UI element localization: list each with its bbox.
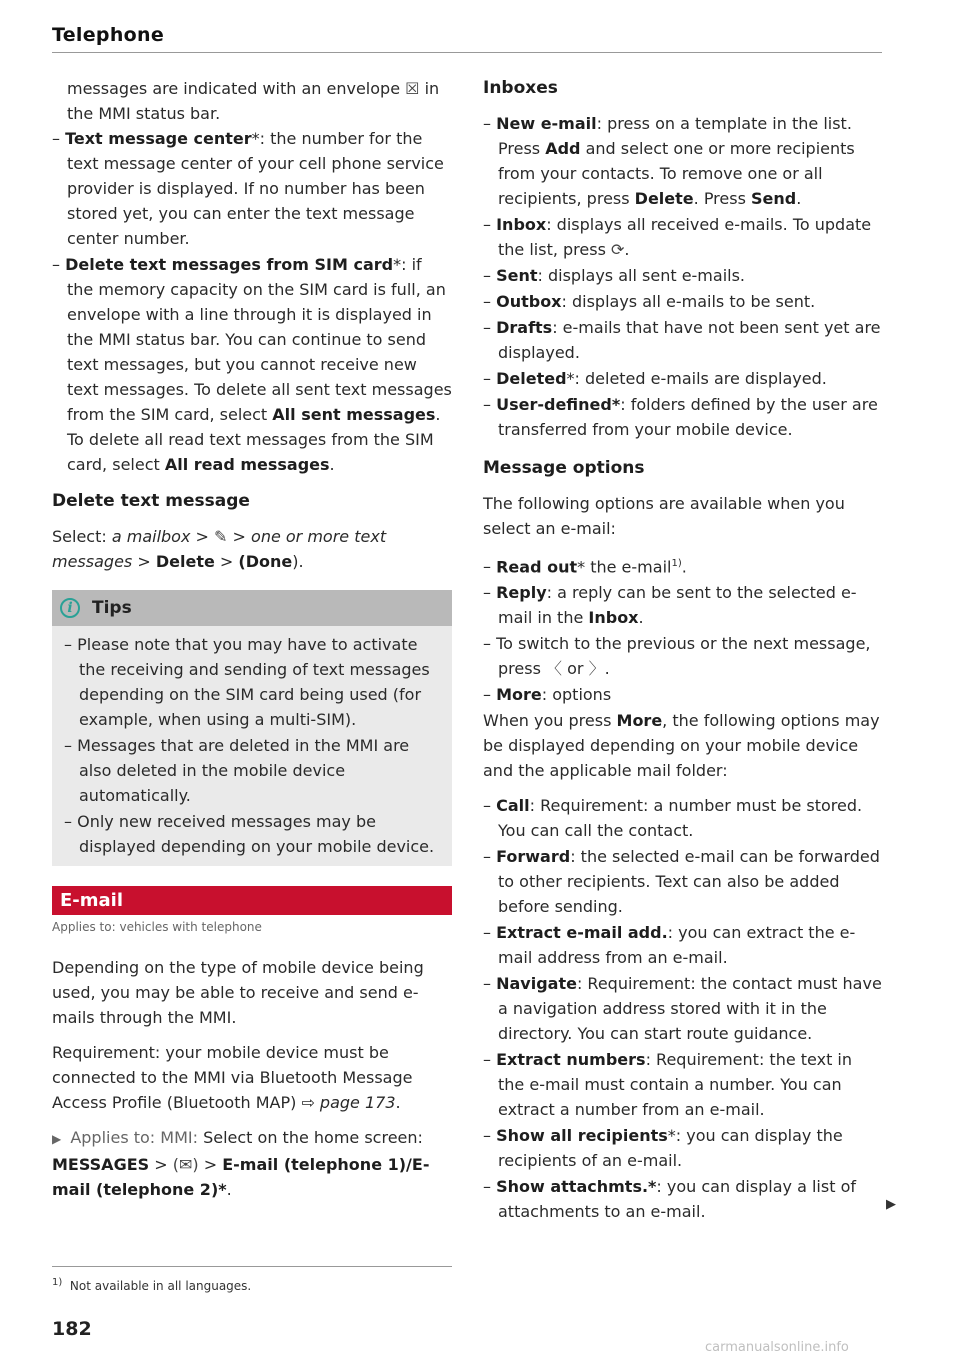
list-item-read-out: – Read out* the e-mail$^{1)}$. bbox=[483, 551, 883, 579]
info-icon: i bbox=[60, 598, 80, 618]
list-item-forward: – Forward: the selected e-mail can be forwarded to other recipients. Text can also be added before sending. bbox=[483, 844, 883, 919]
list-item-more: – More: options bbox=[483, 682, 883, 707]
list-item-new-email: – New e-mail: press on a template in the list. Press Add and select one or more recipients from your contacts. To remove one or all recipients, press Delete. Press Send. bbox=[483, 111, 883, 211]
inboxes-heading: Inboxes bbox=[483, 78, 558, 98]
email-paragraph-2: Requirement: your mobile device must be connected to the MMI via Bluetooth Message Access Profile (Bluetooth MAP) ⇨ page 173. bbox=[52, 1043, 413, 1112]
tip-item: – Messages that are deleted in the MMI are also deleted in the mobile device automatically. bbox=[64, 733, 440, 808]
list-item-delete-sim: – Delete text messages from SIM card*: if the memory capacity on the SIM card is full, an envelope with a line through it is displayed in the MMI status bar. You can continue to send text messages, but you cannot receive new text messages. To delete all sent text messages from the SIM card, select All sent messages. To delete all read text messages from the SIM card, select All read messages. bbox=[52, 252, 452, 477]
list-item-call: – Call: Requirement: a number must be stored. You can call the contact. bbox=[483, 793, 883, 843]
chevron-left-icon: 〈 bbox=[546, 659, 563, 679]
tip-item: – Please note that you may have to activate the receiving and sending of text messages depending on the SIM card being used (for example, when using a multi-SIM). bbox=[64, 632, 440, 732]
list-item-show-attachments: – Show attachmts.*: you can display a list of attachments to an e-mail. bbox=[483, 1174, 883, 1224]
footnote: $^{1)}$ Not available in all languages. bbox=[52, 1277, 252, 1293]
list-item-reply: – Reply: a reply can be sent to the selected e-mail in the Inbox. bbox=[483, 580, 883, 630]
step-marker-icon: ▶ bbox=[52, 1132, 62, 1146]
tip-item: – Only new received messages may be displayed depending on your mobile device. bbox=[64, 809, 440, 859]
tips-body bbox=[52, 626, 452, 859]
header-rule bbox=[52, 52, 882, 53]
list-item-text-message-center: – Text message center*: the number for the text message center of your cell phone service provider is displayed. If no number has been stored yet, you can enter the text message center number. bbox=[52, 126, 452, 251]
list-item-navigate: – Navigate: Requirement: the contact must have a navigation address stored with it in the directory. You can start route guidance. bbox=[483, 971, 883, 1046]
messages-icon: (✉) bbox=[172, 1155, 199, 1174]
continue-arrow-icon: ▶ bbox=[886, 1197, 896, 1212]
message-options-heading: Message options bbox=[483, 458, 645, 478]
instruction-step: ▶ Applies to: MMI: Select on the home screen: MESSAGES > (✉) > E-mail (telephone 1)/E-mail (telephone 2)*. bbox=[52, 1128, 430, 1199]
list-item-outbox: – Outbox: displays all e-mails to be sent. bbox=[483, 289, 883, 314]
footnote-rule bbox=[52, 1266, 452, 1267]
chevron-right-icon: 〉 bbox=[588, 659, 605, 679]
page-number: 182 bbox=[52, 1318, 92, 1340]
delete-steps: Select: a mailbox > ✎ > one or more text messages > Delete > (Done). bbox=[52, 527, 387, 571]
list-item-deleted: – Deleted*: deleted e-mails are displayed. bbox=[483, 366, 883, 391]
list-item-inbox: – Inbox: displays all received e-mails. To update the list, press ⟳. bbox=[483, 212, 883, 262]
left-column bbox=[52, 76, 452, 1202]
page-reference-link[interactable]: ⇨ page 173 bbox=[301, 1093, 396, 1112]
intro-paragraph: messages are indicated with an envelope ☒ in the MMI status bar. bbox=[67, 79, 440, 123]
list-item-extract-email: – Extract e-mail add.: you can extract the e-mail address from an e-mail. bbox=[483, 920, 883, 970]
right-column bbox=[483, 76, 883, 1225]
tips-header: i Tips bbox=[52, 590, 452, 626]
applies-to-note: Applies to: vehicles with telephone bbox=[52, 920, 262, 934]
tips-box bbox=[52, 590, 452, 866]
page-header-title: Telephone bbox=[52, 24, 165, 46]
list-item-drafts: – Drafts: e-mails that have not been sent yet are displayed. bbox=[483, 315, 883, 365]
list-item-extract-numbers: – Extract numbers: Requirement: the text in the e-mail must contain a number. You can extract a number from an e-mail. bbox=[483, 1047, 883, 1122]
delete-text-message-heading: Delete text message bbox=[52, 491, 250, 511]
more-intro: When you press More, the following options may be displayed depending on your mobile device and the applicable mail folder: bbox=[483, 711, 880, 781]
refresh-icon: ⟳ bbox=[611, 240, 625, 259]
list-item-user-defined: – User-defined*: folders defined by the user are transferred from your mobile device. bbox=[483, 392, 883, 442]
edit-icon: ✎ bbox=[214, 527, 228, 546]
email-section-heading: E-mail bbox=[52, 886, 452, 915]
options-intro: The following options are available when you select an e-mail: bbox=[483, 494, 845, 538]
envelope-icon: ☒ bbox=[405, 79, 420, 98]
list-item-switch: – To switch to the previous or the next message, press 〈 or 〉. bbox=[483, 631, 883, 681]
email-paragraph-1: Depending on the type of mobile device being used, you may be able to receive and send e-mails through the MMI. bbox=[52, 958, 424, 1027]
watermark: carmanualsonline.info bbox=[705, 1340, 849, 1355]
list-item-sent: – Sent: displays all sent e-mails. bbox=[483, 263, 883, 288]
list-item-show-recipients: – Show all recipients*: you can display the recipients of an e-mail. bbox=[483, 1123, 883, 1173]
